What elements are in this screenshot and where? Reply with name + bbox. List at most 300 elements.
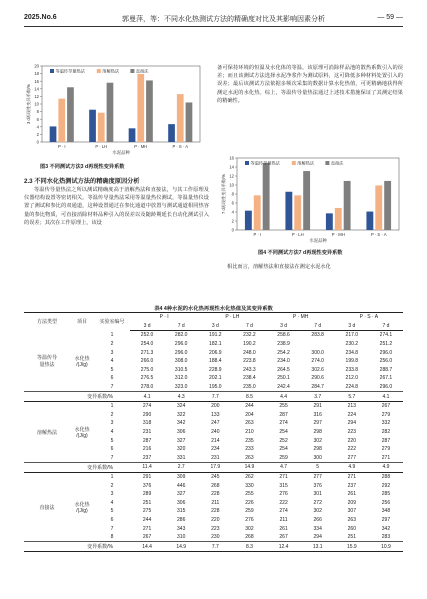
table-cell: 217.0 — [345, 332, 359, 339]
table-cell: 238.4 — [243, 375, 256, 382]
table-cell: 301 — [313, 491, 322, 498]
page-header — [24, 14, 403, 26]
table-cell: 327 — [177, 437, 186, 444]
table-cell: 279 — [381, 446, 391, 453]
x-tick-label: P · I — [253, 232, 262, 237]
table-cell: 266 — [313, 516, 322, 523]
x-tick-label: P · LH — [291, 232, 304, 237]
y-tick-label: 16 — [229, 156, 234, 161]
cv-row — [24, 392, 403, 402]
table-cell: 259 — [279, 454, 288, 461]
table-cell: 206.9 — [209, 349, 222, 356]
cv-cell: 5.7 — [335, 392, 369, 402]
table-cell: 261 — [279, 525, 288, 532]
cv-cell: 4.9 — [369, 463, 403, 473]
lab-id-cell: 7 — [110, 525, 114, 532]
y-tick-label: 10 — [229, 182, 234, 188]
bar — [186, 102, 193, 142]
table-cell: 307 — [347, 508, 356, 515]
table-cell: 297 — [381, 516, 391, 523]
bar — [303, 171, 310, 230]
table-cell: 228 — [211, 508, 220, 515]
table-caption: 表4 4种水泥的水化热再现性水化热值及其变异系数 — [154, 306, 273, 312]
col-lab: 实验室编号 — [94, 313, 130, 331]
cv-label: 变异系数/% — [70, 463, 130, 473]
table-cell: 237 — [347, 482, 356, 489]
table-cell: 277 — [347, 454, 356, 461]
table-cell: 267 — [142, 534, 152, 541]
header-rule — [24, 26, 403, 27]
table-cell: 324 — [177, 403, 186, 410]
table-cell: 248.0 — [243, 349, 256, 356]
lab-id-cell: 4 — [110, 429, 114, 436]
table-row — [24, 331, 403, 340]
table-cell: 182.1 — [209, 341, 222, 348]
cv-cell: 12.4 — [267, 542, 301, 552]
table-cell: 268 — [211, 482, 220, 489]
table-cell: 296.0 — [379, 349, 393, 356]
table-cell: 308.0 — [174, 358, 188, 365]
col-age: 3 d — [130, 322, 164, 331]
y-axis-label: 3 d再现性变异系数/% — [26, 83, 31, 125]
table-row — [24, 472, 403, 481]
cv-cell: 13.1 — [301, 542, 335, 552]
table-cell: 331 — [177, 454, 186, 461]
table-cell: 342 — [177, 420, 186, 427]
table-cell: 318 — [142, 420, 152, 427]
cv-cell: 15.9 — [335, 542, 369, 552]
table-cell: 202.1 — [209, 375, 222, 382]
table-cell: 289 — [142, 491, 152, 498]
blank-cell — [24, 542, 70, 552]
table-cell: 297 — [313, 420, 322, 427]
table-cell: 294 — [347, 420, 356, 427]
table-cell: 296.0 — [174, 349, 188, 356]
table-cell: 235.0 — [243, 384, 256, 391]
bar — [245, 211, 252, 230]
table-cell: 275.0 — [140, 366, 154, 373]
table-cell: 259 — [245, 508, 254, 515]
cv-cell: 4.1 — [369, 392, 403, 402]
bar — [326, 213, 333, 230]
bar — [67, 87, 74, 142]
lab-id-cell: 1 — [110, 473, 114, 480]
table-cell: 287 — [142, 437, 152, 444]
cv-cell: 4.7 — [267, 463, 301, 473]
col-age: 7 d — [369, 322, 403, 331]
table-cell: 226 — [245, 499, 254, 506]
col-cement: P · I — [130, 313, 198, 322]
table-cell: 233.8 — [345, 366, 359, 373]
table-cell: 274 — [279, 420, 288, 427]
table-cell: 223 — [211, 525, 220, 532]
table-cell: 231 — [142, 429, 152, 436]
lab-id-cell: 6 — [110, 375, 114, 382]
table-cell: 244 — [142, 516, 152, 523]
table-cell: 254.0 — [140, 341, 154, 348]
table-cell: 376 — [142, 482, 152, 489]
lab-id-cell: 3 — [110, 491, 114, 498]
right-paragraph-bottom: 相比而言，溶解热法和直接法在测定水泥水化 — [227, 264, 331, 270]
cv-cell: 7.7 — [198, 542, 232, 552]
cv-cell: 10.9 — [369, 542, 403, 552]
cv-cell: 4.4 — [267, 392, 301, 402]
table-cell: 231 — [211, 454, 220, 461]
table-cell: 276 — [245, 516, 254, 523]
y-tick-label: 0 — [231, 227, 234, 233]
table-cell: 222 — [347, 446, 356, 453]
table-cell: 282.0 — [174, 332, 188, 339]
table-cell: 251 — [142, 499, 152, 506]
table-cell: 252 — [279, 437, 288, 444]
item-cell — [70, 472, 94, 542]
bar — [366, 212, 373, 230]
table-cell: 240 — [211, 429, 220, 436]
table-cell: 287 — [279, 411, 288, 418]
cv-cell: 14.9 — [164, 542, 198, 552]
table-cell: 267 — [381, 403, 391, 410]
section-heading: 2.3 不同水化热测试方法的精确度原因分析 — [24, 178, 140, 185]
table-cell: 271.3 — [140, 349, 154, 356]
col-age: 3 d — [335, 322, 369, 331]
item-label: 水化热 — [74, 501, 90, 508]
col-age: 7 d — [232, 322, 266, 331]
table-cell: 209 — [347, 499, 356, 506]
x-tick-label: P · S · A — [172, 144, 189, 149]
table-cell: 260 — [347, 525, 356, 532]
lab-id-cell: 3 — [110, 349, 114, 356]
cv-label: 变异系数/% — [70, 542, 130, 552]
table-cell: 267.1 — [379, 375, 393, 382]
table-cell: 211 — [211, 499, 220, 506]
x-tick-label: P · LH — [95, 144, 108, 149]
y-tick-label: 20 — [34, 64, 39, 69]
table-cell: 216 — [142, 446, 152, 453]
bar — [294, 195, 301, 230]
table-cell: 268 — [245, 534, 254, 541]
table-cell: 274 — [142, 403, 152, 410]
col-cement: P · MH — [267, 313, 335, 322]
lab-id-cell: 5 — [110, 437, 114, 444]
table-cell: 271 — [347, 473, 356, 480]
page-number: — 59 — — [377, 14, 403, 21]
bar — [129, 128, 136, 142]
lab-id-cell: 5 — [110, 508, 114, 515]
cv-row — [24, 542, 403, 552]
table-cell: 256.0 — [379, 358, 393, 365]
table-cell: 271 — [381, 454, 391, 461]
lab-id-cell: 6 — [110, 516, 114, 523]
lab-id-cell: 8 — [110, 534, 114, 541]
cv-cell: 2.7 — [164, 463, 198, 473]
table-cell: 276.5 — [140, 375, 154, 382]
bar — [263, 163, 270, 230]
item-label: 水化热 — [74, 355, 90, 362]
table-cell: 348 — [381, 508, 391, 515]
item-unit: /(J/g) — [76, 432, 88, 439]
table-cell: 190.2 — [243, 341, 256, 348]
table-cell: 283 — [381, 534, 391, 541]
y-tick-label: 10 — [34, 101, 39, 107]
table-cell: 316 — [313, 411, 322, 418]
table-cell: 274.0 — [311, 358, 324, 365]
y-tick-label: 14 — [34, 86, 39, 92]
legend-label: 等温传导量热法 — [250, 160, 280, 166]
item-label: 水化热 — [74, 426, 90, 433]
item-unit: /(J/g) — [76, 507, 88, 514]
cv-cell: 4.3 — [164, 392, 198, 402]
table-cell: 251 — [347, 534, 356, 541]
table-cell: 312.0 — [174, 375, 188, 382]
y-tick-label: 2 — [36, 132, 39, 137]
table-cell: 271 — [279, 473, 288, 480]
table-cell: 220 — [347, 437, 356, 444]
table-cell: 232.2 — [243, 332, 256, 339]
table-cell: 211 — [279, 516, 288, 523]
lab-id-cell: 4 — [110, 499, 114, 506]
blank-cell — [24, 463, 70, 473]
y-tick-label: 6 — [231, 200, 234, 206]
col-item: 项目 — [70, 313, 94, 331]
y-tick-label: 8 — [36, 109, 39, 115]
bar — [384, 181, 391, 230]
legend-label: 等温传导量热法 — [55, 68, 85, 74]
y-tick-label: 16 — [34, 78, 39, 84]
bar — [285, 192, 292, 230]
bar — [89, 110, 96, 142]
table-cell: 255 — [279, 403, 288, 410]
lab-id-cell: 5 — [110, 366, 114, 373]
table-cell: 309 — [177, 473, 186, 480]
table-cell: 224 — [347, 411, 356, 418]
table-cell: 294 — [313, 534, 322, 541]
table-cell: 277 — [313, 473, 322, 480]
col-age: 7 d — [301, 322, 335, 331]
col-method: 方法类型 — [24, 313, 70, 331]
cv-cell: 11.4 — [130, 463, 164, 473]
table-cell: 446 — [177, 482, 186, 489]
table-header-row — [24, 313, 403, 322]
bar — [375, 185, 382, 230]
bar — [137, 74, 144, 142]
plot-area — [42, 66, 200, 142]
blank-cell — [24, 392, 70, 402]
table-cell: 250.1 — [277, 375, 290, 382]
table-cell: 263 — [245, 454, 254, 461]
table-cell: 267 — [279, 534, 288, 541]
bar — [58, 99, 65, 142]
table-cell: 258.6 — [277, 332, 290, 339]
bar — [177, 94, 184, 142]
table-cell: 298 — [313, 446, 322, 453]
table-cell — [301, 340, 335, 349]
table-cell: 343 — [177, 525, 186, 532]
issue-number: 2025.No.6 — [24, 14, 57, 21]
y-tick-label: 0 — [36, 139, 39, 145]
table-cell: 252.0 — [140, 332, 154, 339]
table-cell: 342 — [381, 525, 391, 532]
bar — [335, 208, 342, 230]
table-cell: 320 — [177, 446, 186, 453]
data-table — [24, 312, 403, 552]
lab-id-cell: 2 — [110, 482, 114, 489]
table-cell: 255 — [245, 491, 254, 498]
table-cell: 261 — [347, 491, 356, 498]
table-cell: 282 — [381, 429, 391, 436]
table-cell: 212.0 — [345, 375, 359, 382]
table-cell: 302 — [313, 437, 322, 444]
cv-cell: 8.5 — [232, 392, 266, 402]
table-cell: 288 — [381, 473, 391, 480]
lab-id-cell: 2 — [110, 341, 114, 348]
cv-cell: 5 — [301, 463, 335, 473]
table-cell: 310 — [177, 534, 186, 541]
table-cell: 274.1 — [379, 332, 393, 339]
right-paragraph-top: 备可保持环境的恒温及水化体的等温，该原理可消除样品池的散热系数引入的误差；而且该测试方法选择水泥净浆作为测试原料，这可降低多种材料处置引入的误差；最后该测试方法依据多频次采集的数据计算水化热值，可更精确地获得所测定水泥的水化热。综上，等温传导量热法通过上述技术措施保证了其测定结果的精确性。 — [217, 65, 403, 104]
table-cell: 330 — [245, 482, 254, 489]
legend-swatch — [325, 161, 329, 165]
table-cell: 237 — [142, 454, 152, 461]
legend-swatch — [50, 69, 54, 73]
table-cell: 310.5 — [174, 366, 188, 373]
table-cell: 242.4 — [277, 384, 290, 391]
left-paragraph: 等温传导量热法之所以测试精确度高于溶解热法和直接法，与其工作原理及仪器结构设置等密切相关。等温传导量热法采用等温量热仪测试，等温量热仪设置了测试和参比的双通道，这种设置通过在参比通道中放置与测试通道相同热容量的参比物质，可直接消除材料品种引入的误差以及随龄期延长自动化测试引入的误差；其次在工作原理上，该设 — [24, 187, 209, 226]
y-tick-label: 4 — [36, 124, 39, 130]
y-axis-label: 7 d再现性变异系数/% — [221, 173, 226, 215]
table-cell: 275 — [142, 508, 152, 515]
bar — [107, 83, 114, 142]
table-cell: 278.0 — [140, 384, 154, 391]
running-title: 郭曼萍，等：不同水化热测试方法的精确度对比及其影响因素分析 — [122, 16, 325, 23]
col-age: 7 d — [164, 322, 198, 331]
table-cell: 195.0 — [209, 384, 222, 391]
table-cell: 302 — [245, 525, 254, 532]
plot-area — [237, 158, 399, 230]
cv-cell: 8.3 — [232, 542, 266, 552]
table-cell: 245 — [211, 473, 220, 480]
lab-id-cell: 4 — [110, 358, 114, 365]
table-cell: 327 — [177, 491, 186, 498]
table-cell: 322 — [177, 411, 186, 418]
y-tick-label: 8 — [231, 191, 234, 197]
lab-id-cell: 6 — [110, 446, 114, 453]
table-cell: 291 — [313, 403, 322, 410]
table-cell: 290 — [142, 411, 152, 418]
table-cell: 276 — [279, 491, 288, 498]
table-cell: 279 — [381, 411, 391, 418]
legend-label: 溶解热法 — [102, 68, 120, 74]
y-tick-label: 4 — [231, 209, 234, 215]
table-cell: 291 — [142, 473, 152, 480]
col-age: 3 d — [198, 322, 232, 331]
x-tick-label: P · MH — [134, 144, 148, 149]
table-cell: 290.6 — [311, 375, 324, 382]
cv-row — [24, 463, 403, 473]
cv-cell: 4.1 — [130, 392, 164, 402]
y-tick-label: 12 — [34, 94, 39, 99]
cv-cell: 14.4 — [130, 542, 164, 552]
table-cell: 254 — [279, 446, 288, 453]
table-cell: 228 — [211, 491, 220, 498]
table-cell: 292 — [381, 482, 391, 489]
table-cell: 263 — [347, 516, 356, 523]
y-tick-label: 14 — [229, 164, 234, 170]
table-cell: 306 — [177, 499, 186, 506]
table-cell: 300.0 — [311, 349, 324, 356]
table-cell: 224.8 — [345, 384, 359, 391]
legend-swatch — [97, 69, 101, 73]
table-cell: 251.2 — [379, 341, 393, 348]
table-cell: 243.3 — [243, 366, 256, 373]
table-cell: 213 — [347, 403, 356, 410]
item-cell — [70, 331, 94, 392]
y-tick-label: 2 — [231, 218, 234, 224]
bar — [168, 124, 175, 142]
cv-cell: 3.7 — [301, 392, 335, 402]
table-cell: 254 — [279, 429, 288, 436]
bar — [344, 181, 351, 230]
table-cell: 286 — [177, 516, 186, 523]
legend-label: 溶解热法 — [297, 160, 315, 166]
legend-label: 直接法 — [135, 68, 149, 74]
figure-4-chart — [219, 156, 403, 246]
table-cell: 234 — [211, 446, 220, 453]
table-cell: 285 — [381, 491, 391, 498]
lab-id-cell: 1 — [110, 403, 114, 410]
figure-3-chart — [26, 64, 204, 160]
legend-swatch — [292, 161, 296, 165]
table-cell: 214 — [211, 437, 220, 444]
table-cell: 272 — [313, 499, 322, 506]
lab-id-cell: 2 — [110, 411, 114, 418]
table-cell: 222 — [279, 499, 288, 506]
legend-label: 直接法 — [330, 160, 344, 166]
bar — [254, 195, 261, 230]
table-cell: 223 — [347, 429, 356, 436]
lab-id-cell: 7 — [110, 384, 114, 391]
lab-id-cell: 7 — [110, 454, 114, 461]
cv-label: 变异系数/% — [70, 392, 130, 402]
table-cell: 199.8 — [345, 358, 359, 365]
legend-swatch — [130, 69, 134, 73]
table-cell: 230.2 — [345, 341, 359, 348]
bar — [50, 126, 57, 142]
col-age: 3 d — [267, 322, 301, 331]
table-cell: 296.0 — [174, 341, 188, 348]
table-cell: 133 — [211, 411, 220, 418]
table-cell: 233 — [245, 446, 254, 453]
x-axis-label: 水泥品种 — [112, 150, 130, 155]
table-cell: 238.9 — [277, 341, 290, 348]
table-cell: 244 — [245, 403, 254, 410]
table-cell: 263 — [245, 420, 254, 427]
table-cell: 210 — [245, 429, 254, 436]
table-cell: 235 — [245, 437, 254, 444]
method-cell: 直接法 — [39, 504, 55, 511]
method-cell: 溶解热法 — [36, 429, 57, 436]
figure-3-caption: 图3 不同测试方法3 d再现性变异系数 — [40, 164, 125, 170]
table-cell: 315 — [177, 508, 186, 515]
cv-cell: 14.9 — [232, 463, 266, 473]
table-cell: 271 — [142, 525, 152, 532]
table-cell: 302 — [313, 508, 322, 515]
table-cell: 254.2 — [277, 349, 290, 356]
table-cell: 200 — [211, 403, 220, 410]
table-cell: 287 — [381, 437, 391, 444]
x-tick-label: P · MH — [331, 232, 345, 237]
table-row — [24, 401, 403, 410]
cv-cell: 17.9 — [198, 463, 232, 473]
